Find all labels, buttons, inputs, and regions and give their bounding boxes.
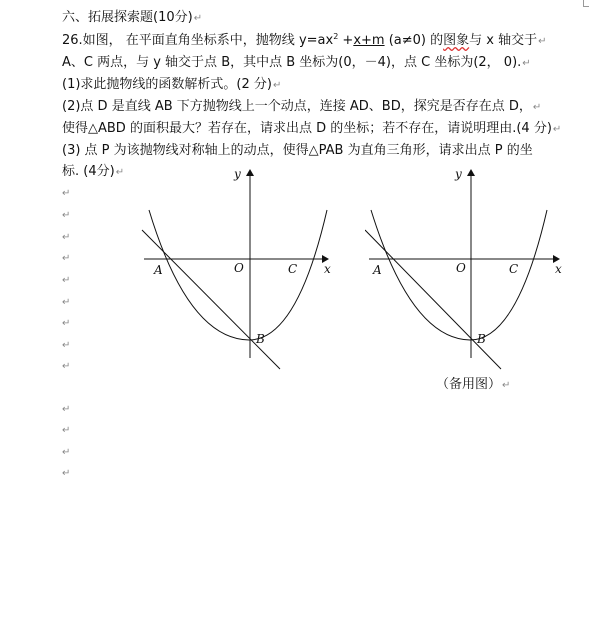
label-b: B: [477, 332, 486, 346]
label-a: A: [373, 263, 382, 277]
section-title: 六、拓展探索题(10分)↵: [62, 10, 203, 25]
paragraph-mark: ↵: [62, 340, 71, 351]
spellcheck-word: 图象: [443, 33, 470, 48]
paragraph-mark: ↵: [62, 425, 71, 436]
label-o: O: [456, 261, 466, 275]
paragraph-mark: ↵: [62, 253, 71, 264]
paragraph-mark: ↵: [62, 447, 71, 458]
figure-caption: （备用图）↵: [436, 377, 511, 392]
paragraph-mark: ↵: [62, 361, 71, 372]
question-2-line-1: (2)点 D 是直线 AB 下方抛物线上一个动点，连接 AD、BD，探究是否存在点 D，↵: [62, 99, 542, 114]
paragraph-mark: ↵: [62, 188, 71, 199]
line-ab: [142, 230, 280, 369]
paragraph-mark: ↵: [193, 13, 203, 24]
question-1: (1)求此抛物线的函数解析式。(2 分)↵: [62, 77, 282, 92]
parabola-figure-main: [140, 162, 345, 370]
label-a: A: [154, 263, 163, 277]
question-2-line-2: 使得△ABD 的面积最大？若存在，请求出点 D 的坐标；若不存在，请说明理由.(4 分)↵: [62, 121, 562, 136]
paragraph-mark: ↵: [62, 210, 71, 221]
paragraph-mark: ↵: [62, 297, 71, 308]
label-x: x: [324, 262, 331, 276]
paragraph-mark: ↵: [62, 404, 71, 415]
parabola-figure-spare: [365, 162, 570, 370]
label-o: O: [234, 261, 244, 275]
label-c: C: [509, 262, 519, 276]
label-b: B: [256, 332, 265, 346]
label-x: x: [555, 262, 562, 276]
label-y: y: [455, 167, 462, 181]
paragraph-mark: ↵: [62, 232, 71, 243]
question-3-line-2: 标. (4分)↵: [62, 164, 125, 179]
problem-line-1: 26.如图， 在平面直角坐标系中，抛物线 $y=ax^2 +x+m$ (a≠0) 的图象与 x 轴交于↵: [62, 32, 547, 48]
problem-line-2: A、C 两点，与 y 轴交于点 B，其中点 B 坐标为(0，－4)，点 C 坐标为(2， 0).↵: [62, 55, 531, 70]
underlined-term: x+m: [353, 33, 385, 48]
exponent: 2: [333, 32, 339, 41]
label-c: C: [288, 262, 298, 276]
parabola-curve: [149, 210, 327, 340]
paragraph-mark: ↵: [62, 318, 71, 329]
paragraph-mark: ↵: [62, 468, 71, 479]
line-ab: [365, 230, 501, 369]
question-3-line-1: (3) 点 P 为该抛物线对称轴上的动点，使得△PAB 为直角三角形，请求出点 P 的坐: [62, 143, 533, 158]
page-corner-mark: [583, 0, 595, 12]
paragraph-mark: ↵: [62, 275, 71, 286]
parabola-curve: [371, 210, 547, 340]
label-y: y: [234, 167, 241, 181]
